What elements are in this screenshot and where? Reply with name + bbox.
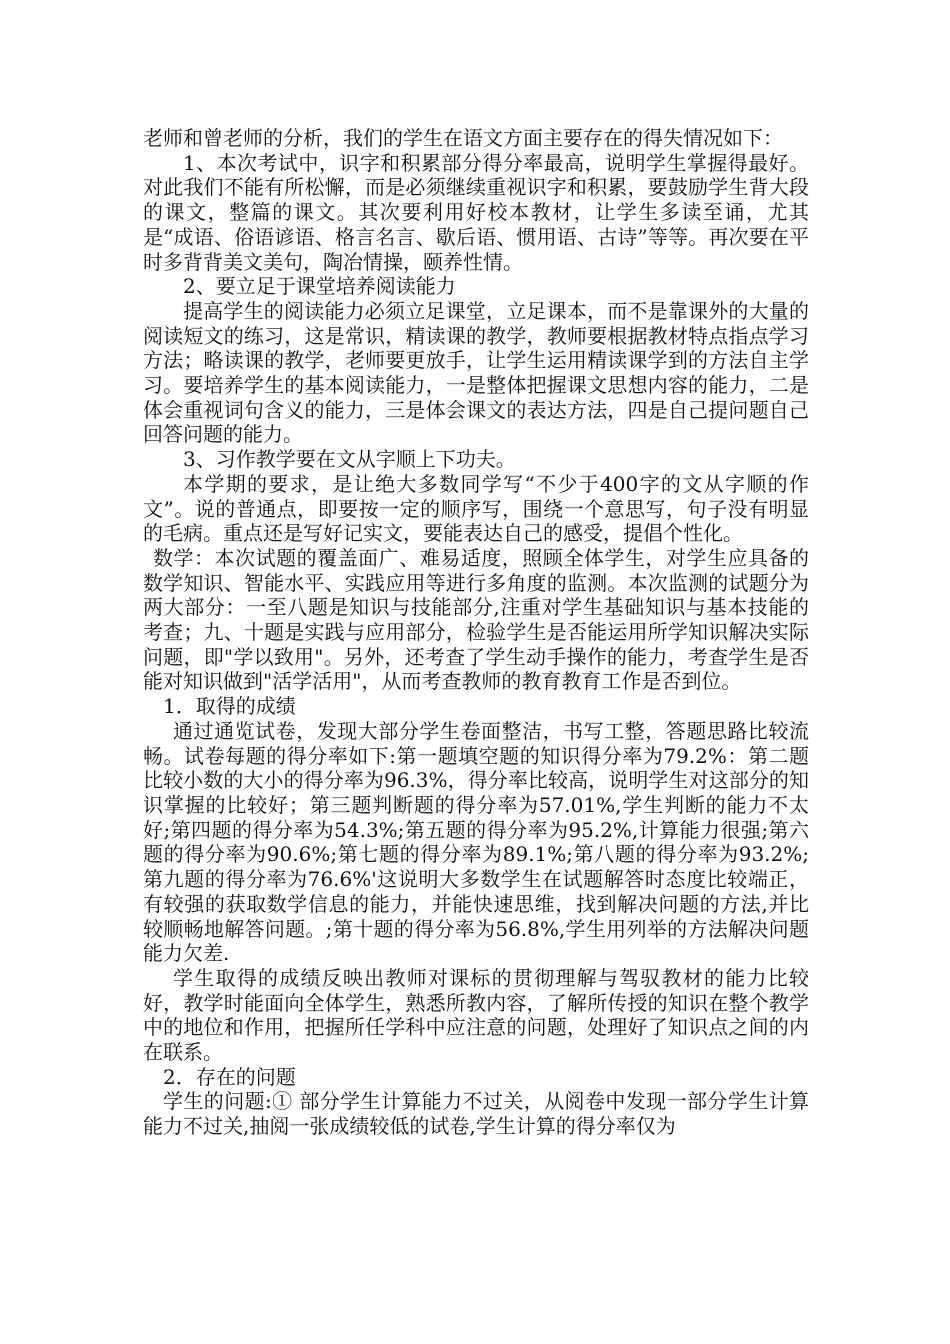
paragraph-reading-ability: 提高学生的阅读能力必须立足课堂，立足课本，而不是靠课外的大量的阅读短文的练习，这是常识，精读课的教学，教师要根据教材特点指点学习方法；略读课的教学，老师要更放手，让学生运用精读课学到的方法自主学习。要培养学生的基本阅读能力，一是整体把握课文思想内容的能力，二是体会重视词句含义的能力，三是体会课文的表达方法，四是自己提问题自己回答问题的能力。 — [143, 298, 809, 447]
paragraph-writing-requirements: 本学期的要求，是让绝大多数同学写“不少于400字的文从字顺的作文”。说的普通点，即要按一定的顺序写，围绕一个意思写，句子没有明显的毛病。重点还是写好记实文，要能表达自己的感受，提倡个性化。 — [143, 471, 809, 546]
paragraph-chinese-analysis-intro: 老师和曾老师的分析，我们的学生在语文方面主要存在的得失情况如下： — [143, 126, 783, 150]
document-body — [143, 126, 809, 1139]
paragraph-literacy-accumulation: 1、本次考试中，识字和积累部分得分率最高，说明学生掌握得最好。对此我们不能有所松懈，而是必须继续重视识字和积累，要鼓励学生背大段的课文，整篇的课文。其次要利用好校本教材，让学生多读至诵，尤其是“成语、俗语谚语、格言名言、歇后语、惯用语、古诗”等等。再次要在平时多背背美文美句，陶冶情操，颐养性情。 — [143, 150, 809, 274]
heading-existing-problems: 2．存在的问题 — [163, 1064, 296, 1089]
heading-achievements: 1．取得的成绩 — [163, 694, 296, 719]
paragraph-student-problems: 学生的问题:① 部分学生计算能力不过关，从阅卷中发现一部分学生计算能力不过关,抽阅一张成绩较低的试卷,学生计算的得分率仅为 — [143, 1089, 809, 1139]
paragraph-teaching-reflection: 学生取得的成绩反映出教师对课标的贯彻理解与驾驭教材的能力比较好，教学时能面向全体学生，熟悉所教内容，了解所传授的知识在整个教学中的地位和作用，把握所任学科中应注意的问题，处理好了知识点之间的内在联系。 — [143, 965, 809, 1065]
paragraph-math-overview: 数学：本次试题的覆盖面广、难易适度，照顾全体学生，对学生应具备的数学知识、智能水平、实践应用等进行多角度的监测。本次监测的试题分为两大部分：一至八题是知识与技能部分,注重对学生基础知识与基本技能的考查；九、十题是实践与应用部分，检验学生是否能运用所学知识解决实际问题，即"学以致用"。另外，还考查了学生动手操作的能力，考查学生是否能对知识做到"活学活用"，从而考查教师的教育教育工作是否到位。 — [143, 545, 809, 694]
paragraph-score-rates: 通过通览试卷，发现大部分学生卷面整洁，书写工整，答题思路比较流畅。试卷每题的得分率如下:第一题填空题的知识得分率为79.2%：第二题比较小数的大小的得分率为96.3%，得分率比较高，说明学生对这部分的知识掌握的比较好；第三题判断题的得分率为57.01%,学生判断的能力不太好;第四题的得分率为54.3%;第五题的得分率为95.2%,计算能力很强;第六题的得分率为90.6%;第七题的得分率为89.1%;第八题的得分率为93.2%;第九题的得分率为76.6%'这说明大多数学生在试题解答时态度比较端正，有较强的获取数学信息的能力，并能快速思维，找到解决问题的方法,并比较顺畅地解答问题。;第十题的得分率为56.8%,学生用列举的方法解决问题能力欠差. — [143, 718, 809, 966]
heading-reading-ability: 2、要立足于课堂培养阅读能力 — [183, 274, 456, 299]
heading-writing-instruction: 3、习作教学要在文从字顺上下功夫。 — [183, 447, 516, 472]
